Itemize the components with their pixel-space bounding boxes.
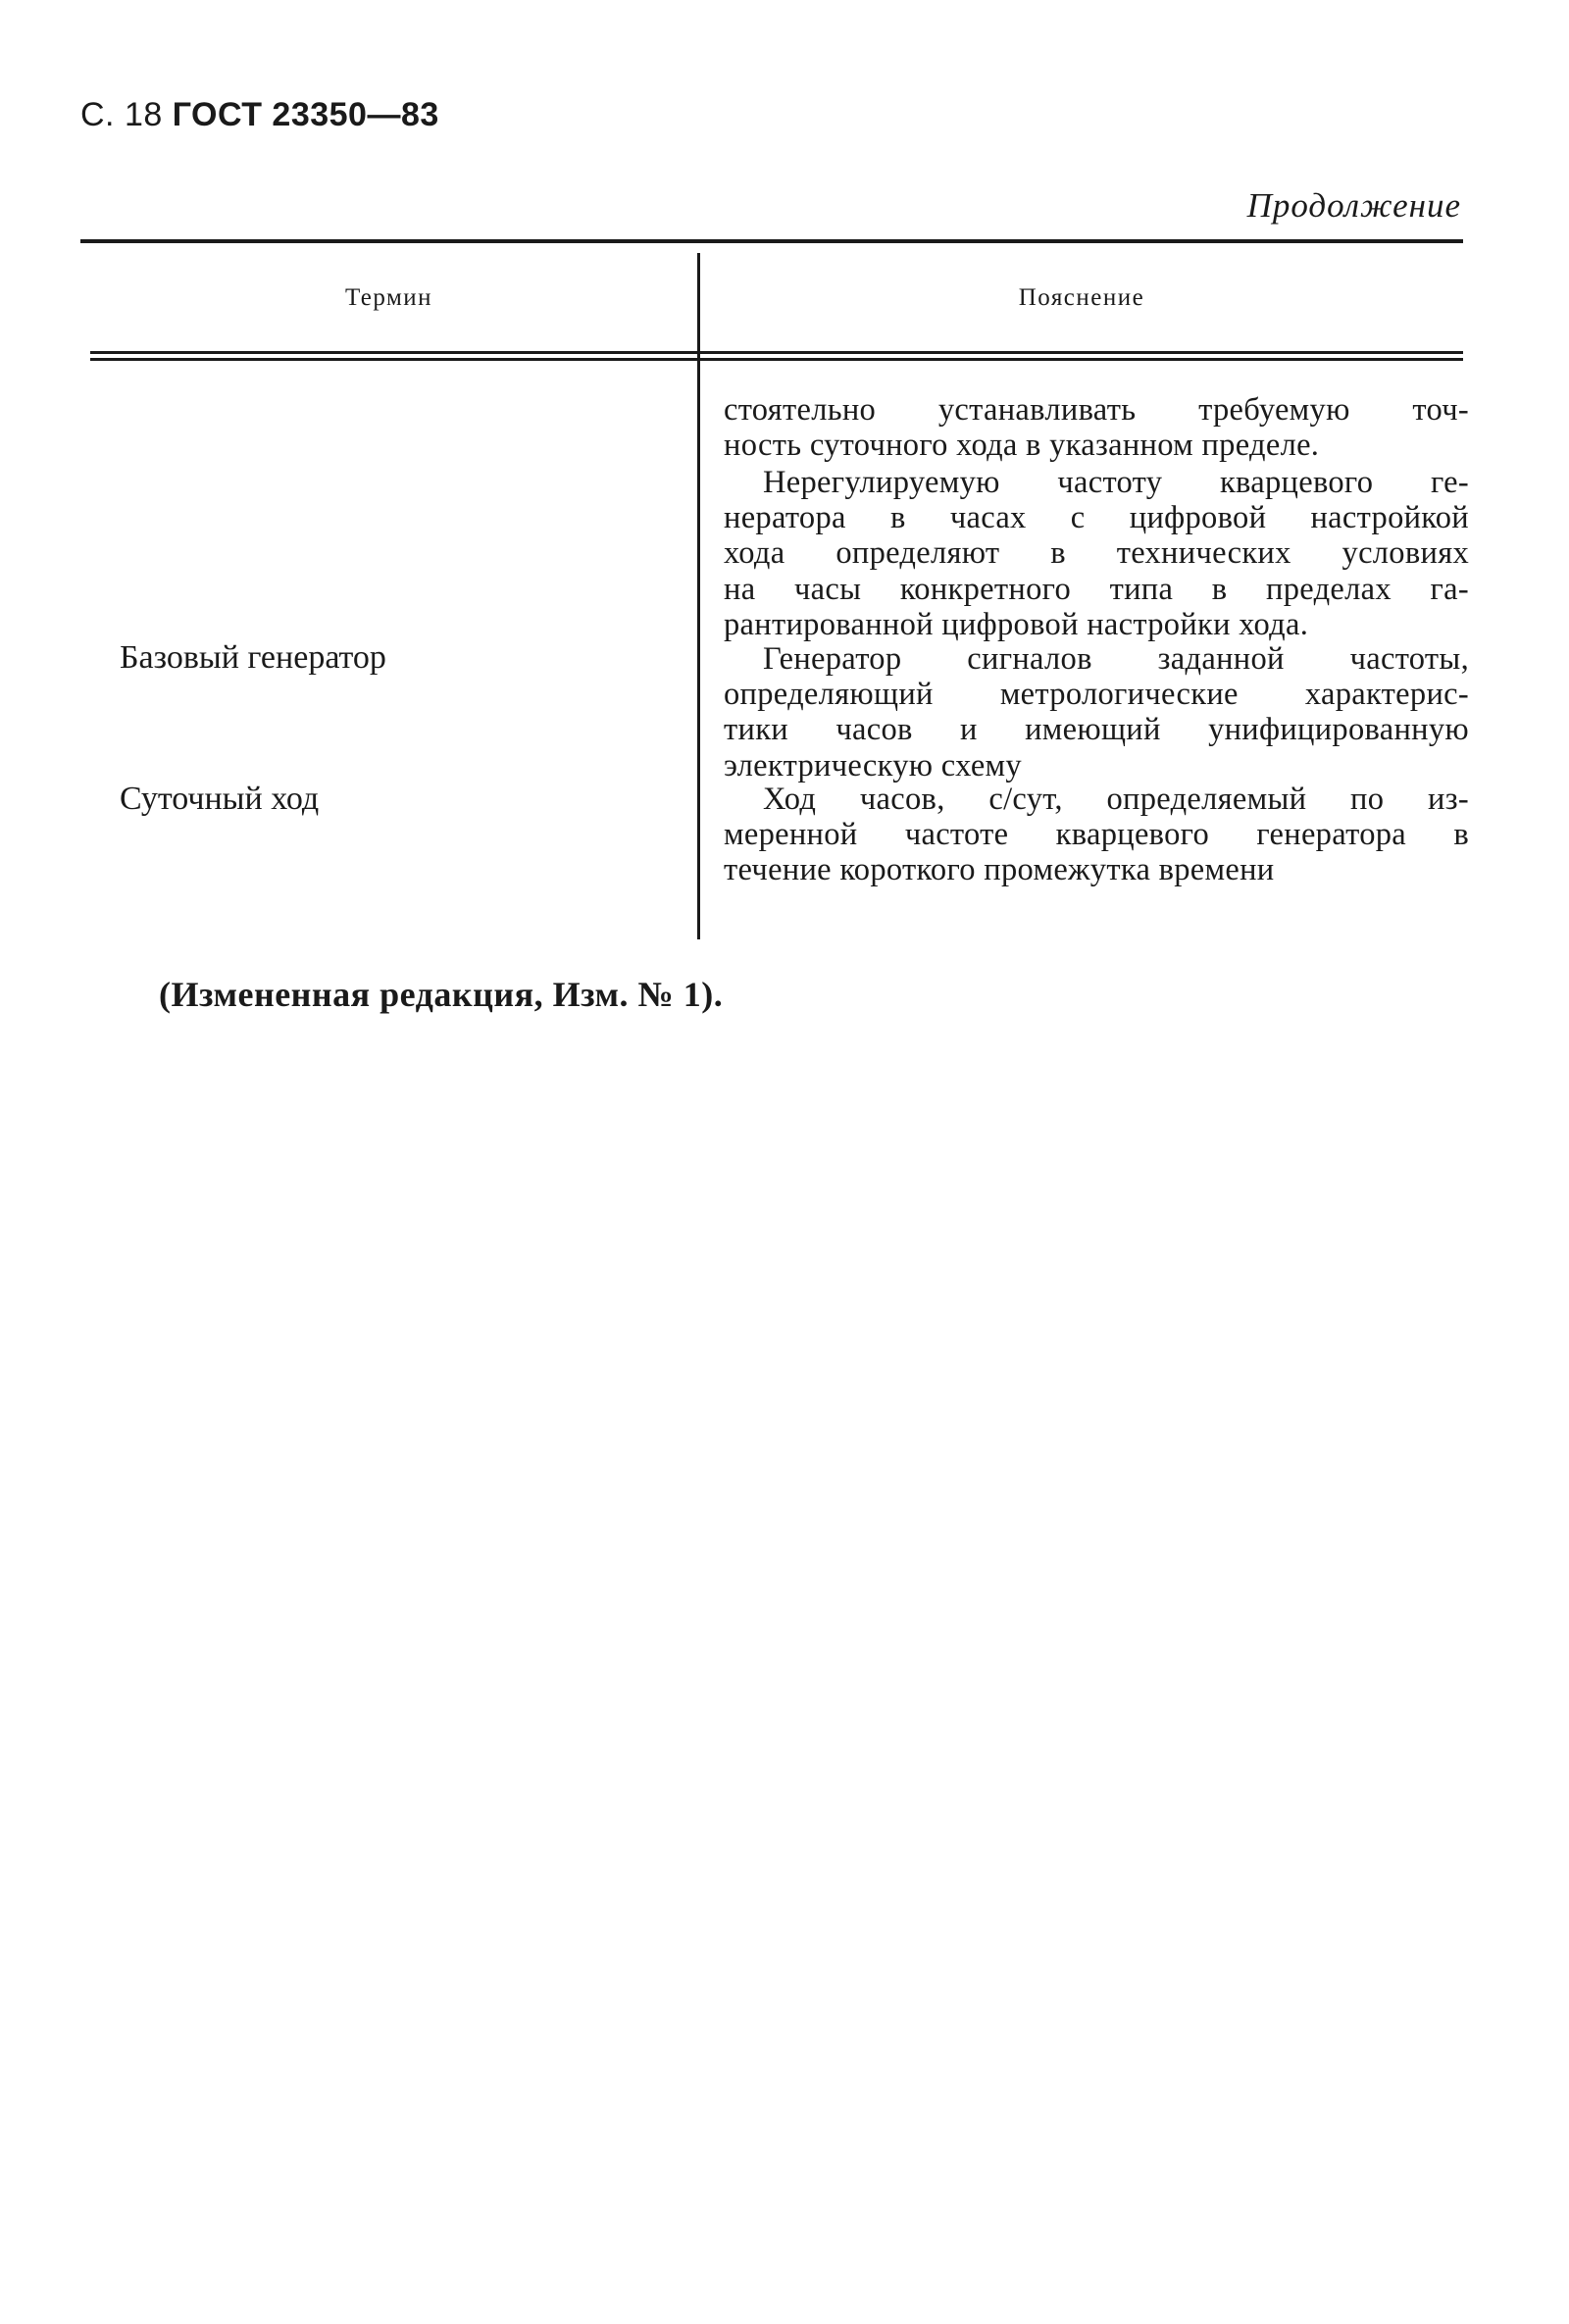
explanation-line: рантированной цифровой настройки хода. — [724, 606, 1309, 642]
page-header — [80, 96, 439, 134]
explanation-line: тики часов и имеющий унифицированную — [724, 712, 1469, 748]
explanation-line: нератора в часах с цифровой настройкой — [724, 500, 1469, 536]
explanation-line: на часы конкретного типа в пределах га- — [724, 571, 1469, 607]
explanation-paragraph — [724, 465, 1469, 642]
page-number: С. 18 — [80, 96, 163, 133]
term-daily-rate: Суточный ход — [120, 781, 320, 817]
explanation-line: течение короткого промежутка времени — [724, 852, 1275, 888]
explanation-line: ность суточного хода в указанном пределе. — [724, 428, 1320, 464]
header-double-rule-lower — [90, 358, 1463, 361]
explanation-line: Генератор сигналов заданной частоты, — [763, 641, 1469, 677]
continuation-label: Продолжение — [1246, 186, 1461, 225]
explanation-line: Нерегулируемую частоту кварцевого ге- — [763, 465, 1469, 500]
explanation-line: хода определяют в технических условиях — [724, 535, 1469, 572]
explanation-line: стоятельно устанавливать требуемую точ- — [724, 392, 1469, 428]
column-header-explanation: Пояснение — [1018, 284, 1145, 311]
explanation-daily-rate — [724, 782, 1469, 888]
standard-number: ГОСТ 23350—83 — [172, 96, 439, 133]
amendment-note: (Измененная редакция, Изм. № 1). — [159, 975, 724, 1014]
column-divider — [697, 253, 700, 939]
explanation-line: электрическую схему — [724, 747, 1022, 783]
table-top-rule — [80, 239, 1463, 243]
explanation-line: определяющий метрологические характерис- — [724, 677, 1469, 713]
term-base-generator: Базовый генератор — [120, 639, 386, 676]
column-header-term: Термин — [344, 284, 433, 311]
header-double-rule-upper — [90, 351, 1463, 354]
explanation-line: Ход часов, с/сут, определяемый по из- — [763, 782, 1469, 817]
explanation-line: меренной частоте кварцевого генератора в — [724, 817, 1469, 853]
explanation-base-generator — [724, 641, 1469, 783]
explanation-continuation — [724, 392, 1469, 463]
